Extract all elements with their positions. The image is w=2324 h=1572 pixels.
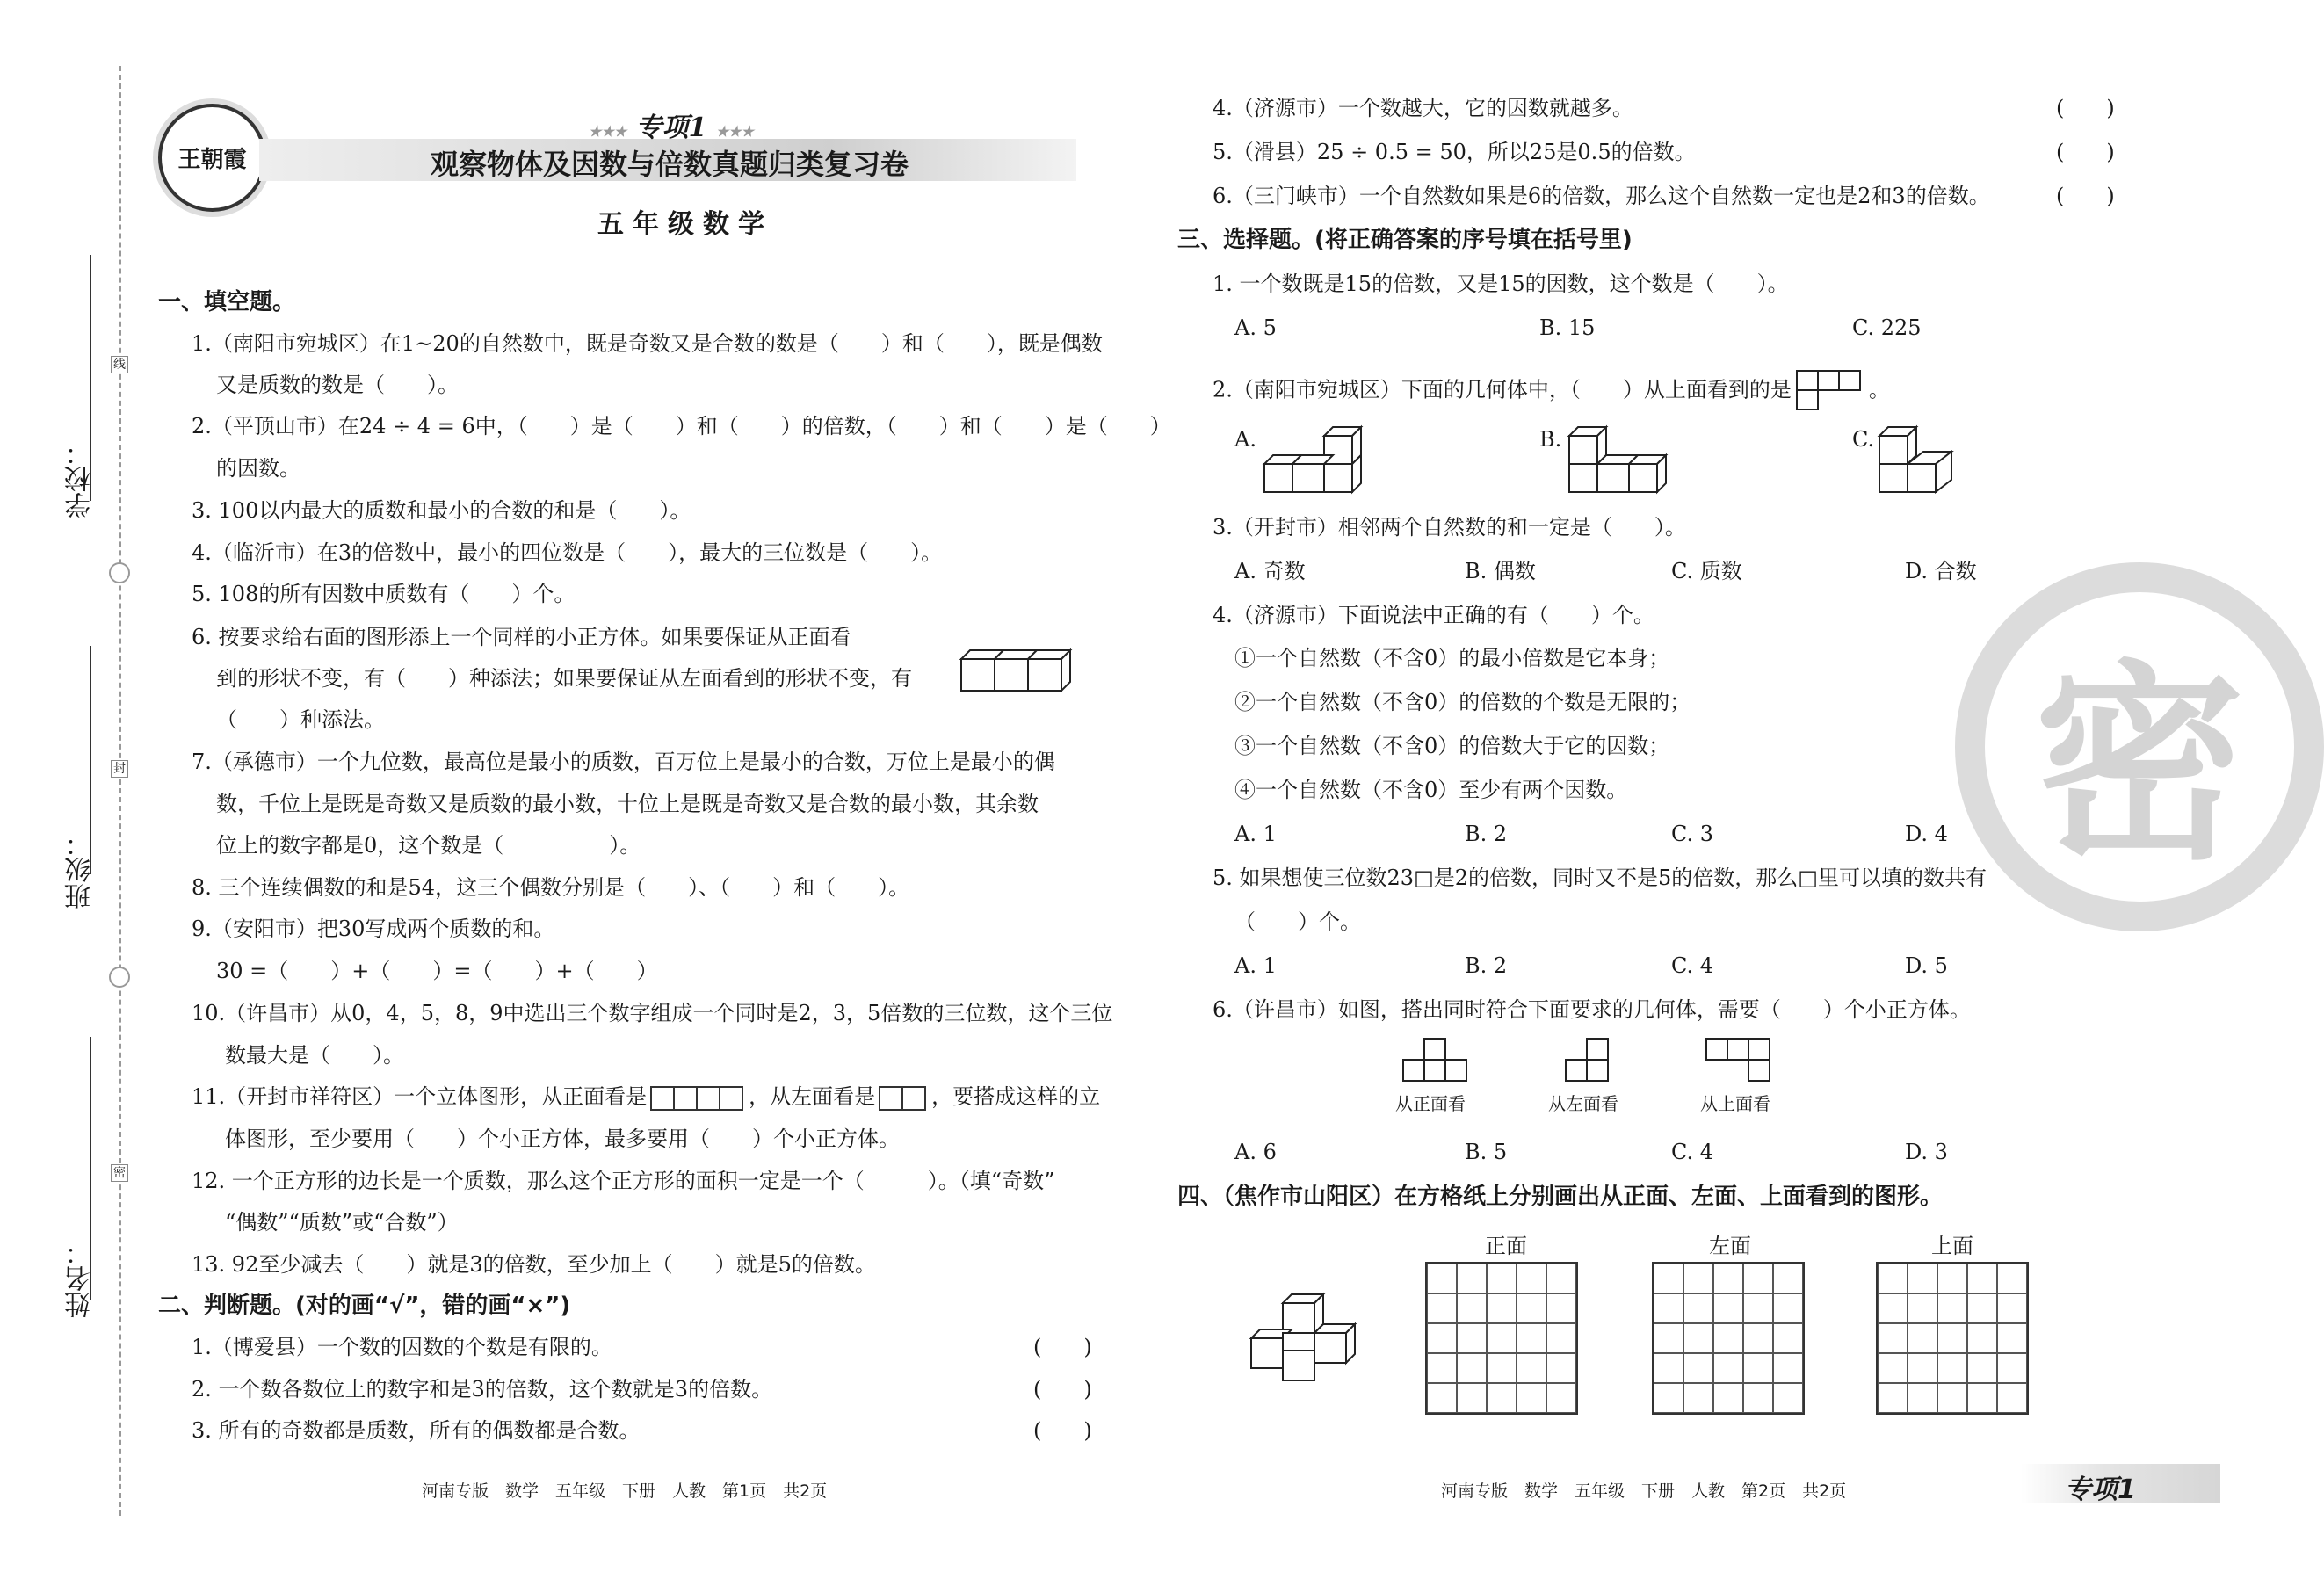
choice-option[interactable]: C. bbox=[1852, 427, 1875, 452]
q6-view-label: 从左面看 bbox=[1548, 1093, 1618, 1114]
page-subtitle: 五年级数学 bbox=[597, 209, 773, 240]
judge-answer-blank[interactable]: ( ) bbox=[2056, 140, 2115, 164]
choice-option[interactable]: D. 合数 bbox=[1905, 559, 1977, 583]
q6-view-label: 从上面看 bbox=[1700, 1093, 1770, 1114]
s1-q11-line: 11.（开封市祥符区）一个立体图形，从正面看是 ，从左面看是 ，要搭成这样的立 bbox=[192, 1084, 1101, 1109]
logo-text: 王朝霞 bbox=[177, 147, 247, 173]
footer-left: 河南专版 数学 五年级 下册 人教 第1页 共2页 bbox=[422, 1481, 828, 1501]
choice-question: 6.（许昌市）如图，搭出同时符合下面要求的几何体，需要（ ）个小正方体。 bbox=[1213, 997, 1971, 1022]
section2-heading: 二、判断题。(对的画“√”，错的画“×”) bbox=[158, 1293, 571, 1319]
left-view-figure bbox=[880, 1083, 926, 1111]
front-view-figure bbox=[652, 1083, 743, 1111]
choice-option[interactable]: B. 5 bbox=[1465, 1140, 1508, 1164]
page-title: 观察物体及因数与倍数真题归类复习卷 bbox=[431, 148, 909, 181]
choice-option[interactable]: A. 1 bbox=[1234, 822, 1277, 846]
statement: ③一个自然数（不含0）的倍数大于它的因数； bbox=[1234, 734, 1670, 758]
q6-view-label: 从正面看 bbox=[1395, 1093, 1466, 1114]
choice-option[interactable]: C. 4 bbox=[1671, 953, 1714, 978]
choice-question: 3.（开封市）相邻两个自然数的和一定是（ ）。 bbox=[1213, 515, 1686, 540]
s1-line: 8. 三个连续偶数的和是54，这三个偶数分别是（ ）、（ ）和（ ）。 bbox=[192, 875, 910, 900]
judge-item: 5.（滑县）25 ÷ 0.5 = 50，所以25是0.5的倍数。 bbox=[1213, 140, 1696, 164]
s1-line: 2.（平顶山市）在24 ÷ 4 = 6中，（ ）是（ ）和（ ）的倍数，（ ）和（ ）是（ ） bbox=[192, 414, 1171, 438]
statement: ①一个自然数（不含0）的最小倍数是它本身； bbox=[1234, 646, 1670, 670]
q6-left-view bbox=[1564, 1037, 1617, 1086]
binding-ornament bbox=[109, 967, 130, 988]
s1-line: 9.（安阳市）把30写成两个质数的和。 bbox=[192, 916, 555, 941]
option-a-solid bbox=[1261, 420, 1366, 499]
section3-heading: 三、选择题。(将正确答案的序号填在括号里) bbox=[1177, 227, 1633, 253]
s1-line: （ ）种添法。 bbox=[216, 707, 385, 732]
choice-option[interactable]: A. 1 bbox=[1234, 953, 1277, 978]
choice-question: 4.（济源市）下面说法中正确的有（ ）个。 bbox=[1213, 603, 1654, 627]
judge-item: 2. 一个数各数位上的数字和是3的倍数，这个数就是3的倍数。 bbox=[192, 1377, 773, 1402]
s1-line: 体图形，至少要用（ ）个小正方体，最多要用（ ）个小正方体。 bbox=[225, 1126, 900, 1151]
section1-heading: 一、填空题。 bbox=[158, 289, 296, 315]
binding-mark-mi: 密 bbox=[111, 1164, 128, 1182]
binding-line bbox=[119, 66, 121, 1516]
s1-line: 到的形状不变，有（ ）种添法；如果要保证从左面看到的形状不变，有 bbox=[216, 666, 912, 691]
option-c-solid bbox=[1876, 420, 1964, 499]
judge-answer-blank[interactable]: ( ) bbox=[1033, 1335, 1092, 1359]
school-label: 学校： bbox=[65, 439, 96, 518]
q6-top-view bbox=[1705, 1037, 1775, 1086]
corner-tag: 专项1 bbox=[2065, 1474, 2136, 1505]
choice-option[interactable]: B. 2 bbox=[1465, 953, 1508, 978]
footer-right: 河南专版 数学 五年级 下册 人教 第2页 共2页 bbox=[1441, 1481, 1847, 1501]
statement: ②一个自然数（不含0）的倍数的个数是无限的； bbox=[1234, 690, 1691, 714]
section4-solid bbox=[1248, 1287, 1362, 1384]
choice-option[interactable]: A. bbox=[1234, 427, 1256, 452]
judge-answer-blank[interactable]: ( ) bbox=[1033, 1377, 1092, 1402]
front-view-grid[interactable] bbox=[1425, 1262, 1578, 1415]
choice-question: 5. 如果想使三位数23□是2的倍数，同时又不是5的倍数，那么□里可以填的数共有 bbox=[1213, 866, 1987, 890]
statement: ④一个自然数（不含0）至少有两个因数。 bbox=[1234, 778, 1628, 802]
school-field[interactable] bbox=[90, 255, 91, 501]
choice-option[interactable]: B. 2 bbox=[1465, 822, 1508, 846]
choice-option[interactable]: C. 4 bbox=[1671, 1140, 1714, 1164]
s1-line: 1.（南阳市宛城区）在1~20的自然数中，既是奇数又是合数的数是（ ）和（ ），既是偶数 bbox=[192, 331, 1103, 356]
s1-line: 30 =（ ）+（ ）=（ ）+（ ） bbox=[216, 959, 658, 983]
class-label: 班级： bbox=[65, 830, 96, 909]
choice-option[interactable]: B. 偶数 bbox=[1465, 559, 1536, 583]
judge-item: 6.（三门峡市）一个自然数如果是6的倍数，那么这个自然数一定也是2和3的倍数。 bbox=[1213, 184, 1990, 208]
s1-line: 10.（许昌市）从0，4，5，8，9中选出三个数字组成一个同时是2，3，5倍数的三位数，这个三位 bbox=[192, 1001, 1113, 1025]
choice-option[interactable]: D. 5 bbox=[1905, 953, 1948, 978]
s1-line: 13. 92至少减去（ ）就是3的倍数，至少加上（ ）就是5的倍数。 bbox=[192, 1252, 876, 1277]
choice-option[interactable]: D. 4 bbox=[1905, 822, 1948, 846]
logo bbox=[158, 104, 266, 212]
judge-item: 3. 所有的奇数都是质数，所有的偶数都是合数。 bbox=[192, 1418, 641, 1443]
binding-mark-xian: 线 bbox=[111, 356, 128, 373]
left-view-grid[interactable] bbox=[1652, 1262, 1805, 1415]
top-view-figure bbox=[1795, 369, 1865, 413]
choice-option[interactable]: B. bbox=[1539, 427, 1562, 452]
choice-option[interactable]: C. 225 bbox=[1852, 315, 1922, 340]
grid-label-top: 上面 bbox=[1931, 1234, 1973, 1258]
top-view-grid[interactable] bbox=[1876, 1262, 2029, 1415]
choice-question: （ ）个。 bbox=[1234, 909, 1361, 934]
choice-question: 1. 一个数既是15的倍数，又是15的因数，这个数是（ ）。 bbox=[1213, 272, 1789, 296]
s1-line: 7.（承德市）一个九位数，最高位是最小的质数，百万位上是最小的合数，万位上是最小的偶 bbox=[192, 750, 1055, 774]
s1-line: 又是质数的数是（ ）。 bbox=[216, 373, 459, 397]
judge-item: 1.（博爱县）一个数的因数的个数是有限的。 bbox=[192, 1335, 612, 1359]
judge-answer-blank[interactable]: ( ) bbox=[1033, 1418, 1092, 1443]
s1-line: 12. 一个正方形的边长是一个质数，那么这个正方形的面积一定是一个（ ）。（填“奇数” bbox=[192, 1169, 1055, 1193]
watermark-seal: 密 bbox=[1955, 562, 2324, 931]
section-tag: ★★★ 专项1 ★★★ bbox=[589, 112, 754, 143]
q6-cubes-figure bbox=[958, 640, 1072, 694]
choice-option[interactable]: B. 15 bbox=[1539, 315, 1596, 340]
judge-item: 4.（济源市）一个数越大，它的因数就越多。 bbox=[1213, 96, 1633, 120]
name-field[interactable] bbox=[90, 1037, 91, 1300]
grid-label-left: 左面 bbox=[1709, 1234, 1751, 1258]
choice-option[interactable]: A. 6 bbox=[1234, 1140, 1277, 1164]
class-field[interactable] bbox=[90, 646, 91, 874]
s1-line: 4.（临沂市）在3的倍数中，最小的四位数是（ ），最大的三位数是（ ）。 bbox=[192, 540, 943, 565]
choice-option[interactable]: A. 奇数 bbox=[1234, 559, 1306, 583]
judge-answer-blank[interactable]: ( ) bbox=[2056, 184, 2115, 208]
s1-line: 6. 按要求给右面的图形添上一个同样的小正方体。如果要保证从正面看 bbox=[192, 625, 851, 649]
q6-front-view bbox=[1401, 1037, 1472, 1086]
choice-option[interactable]: A. 5 bbox=[1234, 315, 1277, 340]
binding-ornament bbox=[109, 562, 130, 583]
grid-label-front: 正面 bbox=[1485, 1234, 1527, 1258]
s1-line: “偶数”“质数”或“合数”） bbox=[225, 1210, 459, 1235]
choice-option[interactable]: D. 3 bbox=[1905, 1140, 1948, 1164]
s1-line: 的因数。 bbox=[216, 456, 300, 481]
choice-option[interactable]: C. 3 bbox=[1671, 822, 1714, 846]
section4-heading: 四、（焦作市山阳区）在方格纸上分别画出从正面、左面、上面看到的图形。 bbox=[1177, 1184, 1944, 1210]
s1-line: 3. 100以内最大的质数和最小的合数的和是（ ）。 bbox=[192, 498, 691, 523]
s1-line: 5. 108的所有因数中质数有（ ）个。 bbox=[192, 582, 576, 606]
choice-option[interactable]: C. 质数 bbox=[1671, 559, 1742, 583]
name-label: 姓名： bbox=[65, 1239, 96, 1318]
judge-answer-blank[interactable]: ( ) bbox=[2056, 96, 2115, 120]
s1-line: 数，千位上是既是奇数又是质数的最小数，十位上是既是奇数又是合数的最小数，其余数 bbox=[216, 792, 1039, 816]
choice-question: 2.（南阳市宛城区）下面的几何体中，（ ）从上面看到的是 。 bbox=[1213, 369, 1890, 413]
s1-line: 位上的数字都是0，这个数是（ ）。 bbox=[216, 833, 641, 858]
binding-mark-feng: 封 bbox=[111, 760, 128, 778]
option-b-solid bbox=[1566, 420, 1671, 499]
s1-line: 数最大是（ ）。 bbox=[225, 1043, 404, 1068]
